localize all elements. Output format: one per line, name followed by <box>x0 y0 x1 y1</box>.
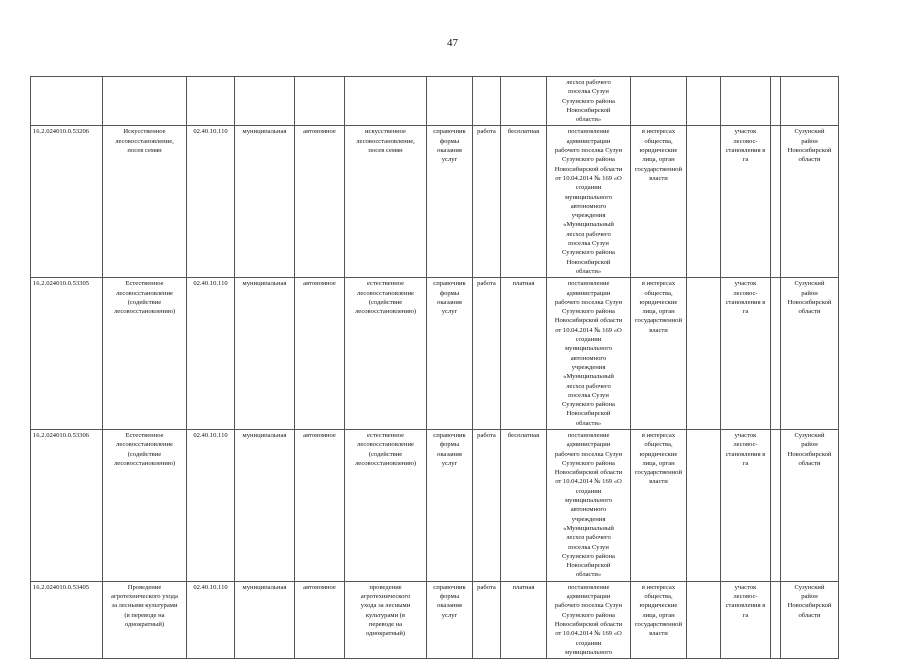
cell-code: 16.2.024010.0.53305 <box>31 278 103 430</box>
cell-content: естественное лесовосстановление (содействие лесовосстановлению) <box>345 278 427 430</box>
cell-consumers: в интересах общества, юридические лица, орган государственной власти <box>631 429 687 581</box>
cell-type: муниципальная <box>235 429 295 581</box>
cell-empty <box>295 77 345 126</box>
cell-empty <box>687 429 721 581</box>
cell-payment: бесплатная <box>501 126 547 278</box>
cell-type: муниципальная <box>235 278 295 430</box>
cell-code: 16.2.024010.0.53306 <box>31 429 103 581</box>
cell-empty <box>687 126 721 278</box>
cell-legal-act: постановление администрации рабочего поселка Сузун Сузунского района Новосибирской области от 10.04.2014 № 169 «О создании муниципального автономного учреждения «Муниципальный лесхоз рабочего поселка Сузун Сузунского района Новосибирской области» <box>547 278 631 430</box>
cell-empty <box>771 429 781 581</box>
cell-empty <box>103 77 187 126</box>
cell-empty <box>687 581 721 658</box>
cell-okved: 02.40.10.110 <box>187 429 235 581</box>
cell-territory: Сузунский район Новосибирской области <box>781 581 839 658</box>
cell-consumers: в интересах общества, юридические лица, орган государственной власти <box>631 278 687 430</box>
cell-empty <box>187 77 235 126</box>
cell-content: искусственное лесовосстановление, посев семян <box>345 126 427 278</box>
cell-empty <box>31 77 103 126</box>
cell-form: справочник формы оказания услуг <box>427 126 473 278</box>
cell-payment: платная <box>501 278 547 430</box>
cell-legal-act: постановление администрации рабочего поселка Сузун Сузунского района Новосибирской области от 10.04.2014 № 169 «О создании муниципального <box>547 581 631 658</box>
cell-indicator: участок лесовос- становления в га <box>721 278 771 430</box>
cell-empty <box>771 581 781 658</box>
cell-payment: бесплатная <box>501 429 547 581</box>
table-row <box>31 278 839 430</box>
cell-empty <box>771 126 781 278</box>
table-row <box>31 429 839 581</box>
cell-empty <box>771 77 781 126</box>
cell-institution: автономное <box>295 126 345 278</box>
cell-kind: работа <box>473 126 501 278</box>
cell-service-name: Проведение агротехнического ухода за лесными культурами (в переводе на однократный) <box>103 581 187 658</box>
cell-service-name: Искусственное лесовосстановление, посев семян <box>103 126 187 278</box>
cell-form: справочник формы оказания услуг <box>427 581 473 658</box>
cell-legal-act: постановление администрации рабочего поселка Сузун Сузунского района Новосибирской области от 10.04.2014 № 169 «О создании муниципального автономного учреждения «Муниципальный лесхоз рабочего поселка Сузун Сузунского района Новосибирской области» <box>547 429 631 581</box>
cell-empty <box>235 77 295 126</box>
cell-type: муниципальная <box>235 126 295 278</box>
table-row <box>31 126 839 278</box>
cell-payment: платная <box>501 581 547 658</box>
cell-empty <box>687 278 721 430</box>
cell-content: естественное лесовосстановление (содействие лесовосстановлению) <box>345 429 427 581</box>
cell-territory: Сузунский район Новосибирской области <box>781 429 839 581</box>
table-row <box>31 581 839 658</box>
cell-indicator: участок лесовос- становления в га <box>721 429 771 581</box>
cell-form: справочник формы оказания услуг <box>427 429 473 581</box>
cell-content: проведение агротехнического ухода за лесными культурами (в переводе на однократный) <box>345 581 427 658</box>
cell-empty <box>721 77 771 126</box>
cell-kind: работа <box>473 581 501 658</box>
cell-service-name: Естественное лесовосстановление (содействие лесовосстановлению) <box>103 278 187 430</box>
cell-code: 16.2.024010.0.53405 <box>31 581 103 658</box>
cell-empty <box>631 77 687 126</box>
cell-okved: 02.40.10.110 <box>187 278 235 430</box>
cell-form: справочник формы оказания услуг <box>427 278 473 430</box>
cell-empty <box>687 77 721 126</box>
cell-consumers: в интересах общества, юридические лица, орган государственной власти <box>631 126 687 278</box>
cell-institution: автономное <box>295 429 345 581</box>
cell-kind: работа <box>473 278 501 430</box>
cell-service-name: Естественное лесовосстановление (содействие лесовосстановлению) <box>103 429 187 581</box>
cell-legal-act: постановление администрации рабочего поселка Сузун Сузунского района Новосибирской области от 10.04.2014 № 169 «О создании муниципального автономного учреждения «Муниципальный лесхоз рабочего поселка Сузун Сузунского района Новосибирской области» <box>547 126 631 278</box>
cell-act-continuation: лесхоз рабочего поселка Сузун Сузунского района Новосибирской области» <box>547 77 631 126</box>
cell-empty <box>427 77 473 126</box>
cell-okved: 02.40.10.110 <box>187 126 235 278</box>
cell-indicator: участок лесовос- становления в га <box>721 126 771 278</box>
cell-institution: автономное <box>295 581 345 658</box>
cell-code: 16.2.024010.0.53206 <box>31 126 103 278</box>
table-row <box>31 77 839 126</box>
cell-empty <box>771 278 781 430</box>
cell-empty <box>473 77 501 126</box>
cell-territory: Сузунский район Новосибирской области <box>781 126 839 278</box>
cell-empty <box>781 77 839 126</box>
cell-kind: работа <box>473 429 501 581</box>
cell-empty <box>345 77 427 126</box>
cell-okved: 02.40.10.110 <box>187 581 235 658</box>
cell-empty <box>501 77 547 126</box>
services-registry-table <box>30 76 839 659</box>
cell-territory: Сузунский район Новосибирской области <box>781 278 839 430</box>
cell-institution: автономное <box>295 278 345 430</box>
page-number: 47 <box>447 37 458 49</box>
cell-consumers: в интересах общества, юридические лица, орган государственной власти <box>631 581 687 658</box>
cell-type: муниципальная <box>235 581 295 658</box>
cell-indicator: участок лесовос- становления в га <box>721 581 771 658</box>
